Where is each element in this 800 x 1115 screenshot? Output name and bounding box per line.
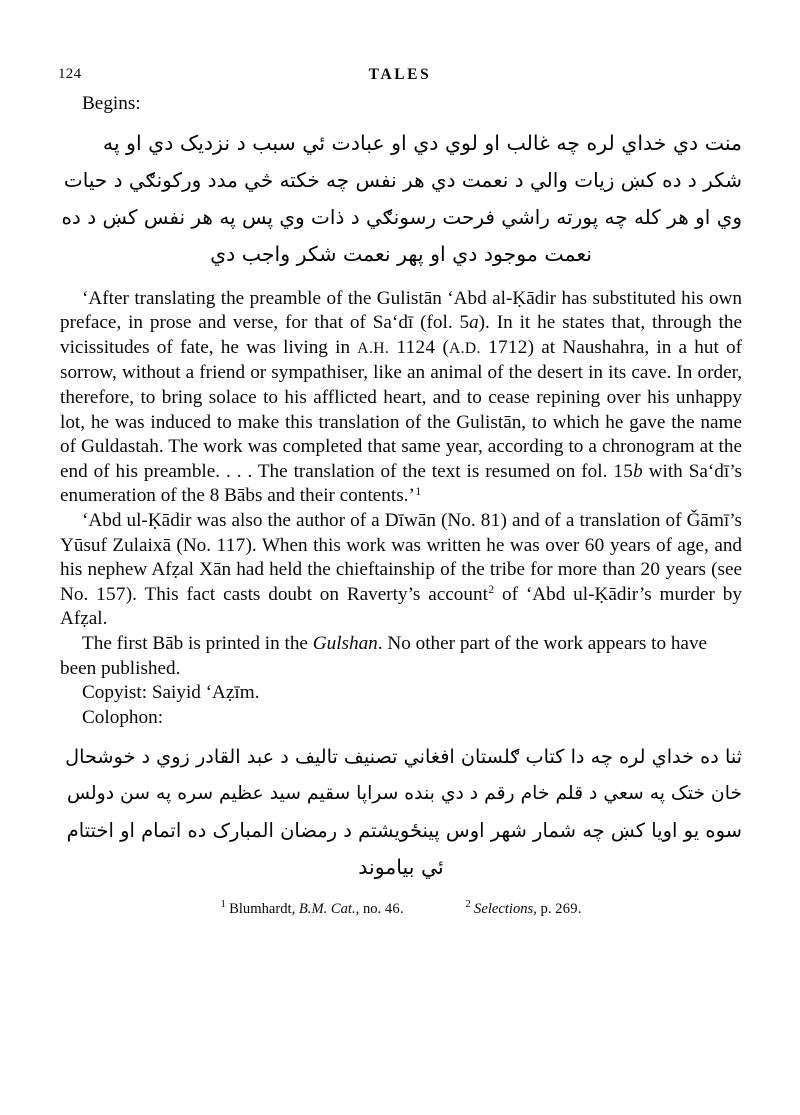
incipit-script-line: وي او هر کله چه پورته راشي فرحت رسونګي د ذات وي پس په هر نفس کښ د ده bbox=[61, 204, 742, 229]
footnote-text: Selections, p. 269. bbox=[474, 901, 582, 917]
colophon-script-line: خان ختک په سعي د قلم خام رقم د دي بنده سراپا سقيم سيد عظيم سره په سن دولس bbox=[67, 783, 742, 805]
footnote-marker: 1 bbox=[220, 897, 227, 910]
paragraph-author-notes: ‘Abd ul-Ḳādir was also the author of a Dīwān (No. 81) and of a translation of Ǧāmī’s Yūsuf Zulaixā (No. 117). When this work was written he was over 60 years of age, and his nephew Afẓal Xān had held the chieftainship of the tribe for more than 20 years (see No. 157). This fact casts doubt on Raverty’s account$^2$ of ‘Abd ul-Ḳādir’s murder by Afẓal. bbox=[60, 509, 743, 630]
incipit-script-line: نعمت موجود دي او پهر نعمت شکر واجب دي bbox=[210, 241, 592, 266]
spacer bbox=[60, 730, 742, 738]
footnote-item bbox=[220, 897, 404, 918]
begins-label: Begins: bbox=[82, 93, 141, 114]
incipit-script-line: منت دي خداي لره چه غالب او لوي دي او عبادت ئي سبب د نزديک دي او په bbox=[102, 130, 742, 155]
text-block bbox=[60, 92, 742, 886]
page-folio-number: 124 bbox=[58, 66, 82, 82]
colophon-script-line: ثنا ده خداي لره چه دا کتاب ګلستان افغاني تصنيف تاليف د عبد القادر زوي د خوشحال bbox=[65, 745, 742, 769]
footnote-area bbox=[60, 897, 742, 918]
colophon-label: Colophon: bbox=[82, 706, 164, 728]
copyist-line: Copyist: Saiyid ‘Aẓīm. bbox=[82, 682, 260, 704]
spacer bbox=[60, 273, 742, 287]
running-head bbox=[0, 66, 800, 88]
running-head-title: TALES bbox=[368, 66, 432, 83]
footnote-marker: 2 bbox=[465, 897, 472, 910]
footnote-text: Blumhardt, B.M. Cat., no. 46. bbox=[229, 901, 404, 917]
spacer bbox=[60, 117, 742, 125]
colophon-script-block bbox=[60, 738, 742, 886]
paragraph-quoted-description: ‘After translating the preamble of the Gulistān ‘Abd al-Ḳādir has substituted his own preface, in prose and verse, for that of Sa‘dī (fol. 5a). In it he states that, through the vicissitudes of fate, he was living in A.H. 1124 (A.D. 1712) at Naushahra, in a hut of sorrow, without a friend or sympathiser, like an animal of the desert in its cave. In order, therefore, to bring solace to his afflicted heart, and to cease repining over his unhappy lot, he was induced to make this translation of the Gulistān, to which he gave the name of Guldastah. The work was completed that same year, according to a chronogram at the end of his preamble. . . . The translation of the text is resumed on fol. 15b with Sa‘dī’s enumeration of the 8 Bābs and their contents.’$^1$ bbox=[60, 287, 743, 507]
colophon-script-line: سوه يو اويا کښ چه شمار شهر اوس پينځويشتم د رمضان المبارک ده اتمام او اختتام bbox=[66, 819, 742, 843]
colophon-script-line: ئي بياموند bbox=[358, 855, 444, 880]
footnote-item bbox=[465, 897, 582, 918]
incipit-script-line: شکر د ده کښ زيات والي د نعمت دي هر نفس چه خکته څي مدد ورکونګي د حيات bbox=[63, 167, 742, 192]
paragraph-publication-note: The first Bāb is printed in the Gulshan. No other part of the work appears to have been published. bbox=[60, 632, 708, 679]
incipit-script-block bbox=[60, 125, 742, 273]
